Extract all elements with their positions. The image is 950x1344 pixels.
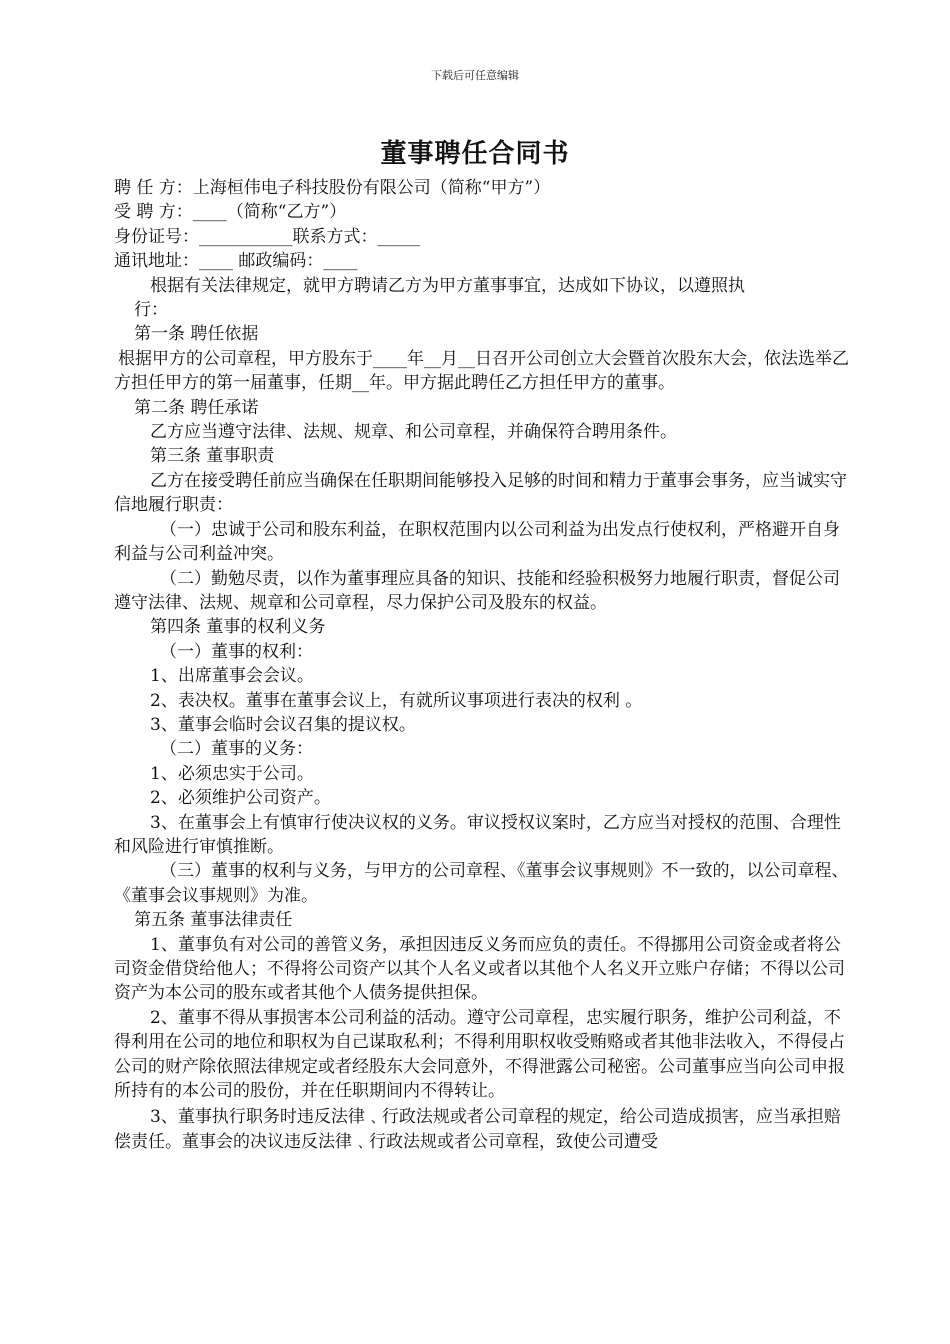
employee-line: 受 聘 方：____（简称“乙方”） [114, 202, 347, 223]
article-4-item-3: （三）董事的权利与义务，与甲方的公司章程、《董事会议事规则》不一致的，以公司章程、《董事会议事规则》为准。 [114, 861, 849, 906]
article-3-heading: 第三条 董事职责 [150, 446, 275, 467]
duty-1: 1、必须忠实于公司。 [150, 763, 314, 784]
id-contact-line: 身份证号：___________联系方式：_____ [114, 226, 420, 247]
article-4-heading: 第四条 董事的权利义务 [150, 617, 326, 638]
document-body [114, 176, 850, 1154]
duty-2: 2、必须维护公司资产。 [150, 788, 331, 809]
right-2: 2、表决权。董事在董事会议上，有就所议事项进行表决的权利 。 [150, 690, 643, 711]
header-note: 下载后可任意编辑 [431, 69, 519, 82]
article-2-heading: 第二条 聘任承诺 [134, 397, 259, 418]
article-3-item-2: （二）勤勉尽责，以作为董事理应具备的知识、技能和经验积极努力地履行职责，督促公司遵守法律、法规、规章和公司章程，尽力保护公司及股东的权益。 [114, 568, 840, 613]
employer-line: 聘 任 方：上海桓伟电子科技股份有限公司（简称“甲方”） [114, 178, 551, 198]
right-1: 1、出席董事会会议。 [150, 666, 314, 687]
duty-3: 3、在董事会上有慎审行使决议权的义务。审议授权议案时，乙方应当对授权的范围、合理性和风险进行审慎推断。 [114, 812, 841, 857]
address-post-line: 通讯地址：____ 邮政编码：____ [114, 251, 358, 272]
document-title: 董事聘任合同书 [380, 139, 570, 169]
preamble-line-2: 行： [134, 300, 168, 321]
article-3-intro: 乙方在接受聘任前应当确保在任职期间能够投入足够的时间和精力于董事会事务，应当诚实守信地履行职责： [114, 470, 847, 516]
right-3: 3、董事会临时会议召集的提议权。 [150, 714, 416, 735]
article-1-body: 根据甲方的公司章程，甲方股东于____年__月__日召开公司创立大会暨首次股东大会，依法选举乙方担任甲方的第一届董事，任期__年。甲方据此聘任乙方担任甲方的董事。 [114, 348, 849, 394]
article-2-body: 乙方应当遵守法律、法规、规章、和公司章程，并确保符合聘用条件。 [150, 422, 677, 443]
article-5-para-2: 2、董事不得从事损害本公司利益的活动。遵守公司章程，忠实履行职务，维护公司利益，不得利用在公司的地位和职权为自己谋取私利；不得利用职权收受贿赂或者其他非法收入，不得侵占公司的财产除依照法律规定或者经股东大会同意外，不得泄露公司秘密。公司董事应当向公司申报所持有的本公司的股份，并在任职期间内不得转让。 [114, 1007, 845, 1102]
article-1-heading: 第一条 聘任依据 [134, 324, 259, 345]
article-5-para-3: 3、董事执行职务时违反法律﹑行政法规或者公司章程的规定，给公司造成损害，应当承担赔偿责任。董事会的决议违反法律﹑行政法规或者公司章程，致使公司遭受 [114, 1107, 841, 1152]
article-3-item-1: （一）忠诚于公司和股东利益，在职权范围内以公司利益为出发点行使权利，严格避开自身利益与公司利益冲突。 [114, 519, 840, 565]
rights-heading: （一）董事的权利： [160, 641, 313, 662]
article-5-para-1: 1、董事负有对公司的善管义务，承担因违反义务而应负的责任。不得挪用公司资金或者将公司资金借贷给他人；不得将公司资产以其个人名义或者以其他个人名义开立账户存储；不得以公司资产为本公司的股东或者其他个人债务提供担保。 [114, 934, 845, 1004]
preamble-line-1: 根据有关法律规定，就甲方聘请乙方为甲方董事事宜，达成如下协议，以遵照执 [150, 275, 745, 296]
article-5-heading: 第五条 董事法律责任 [134, 910, 293, 931]
duties-heading: （二）董事的义务： [160, 739, 313, 760]
